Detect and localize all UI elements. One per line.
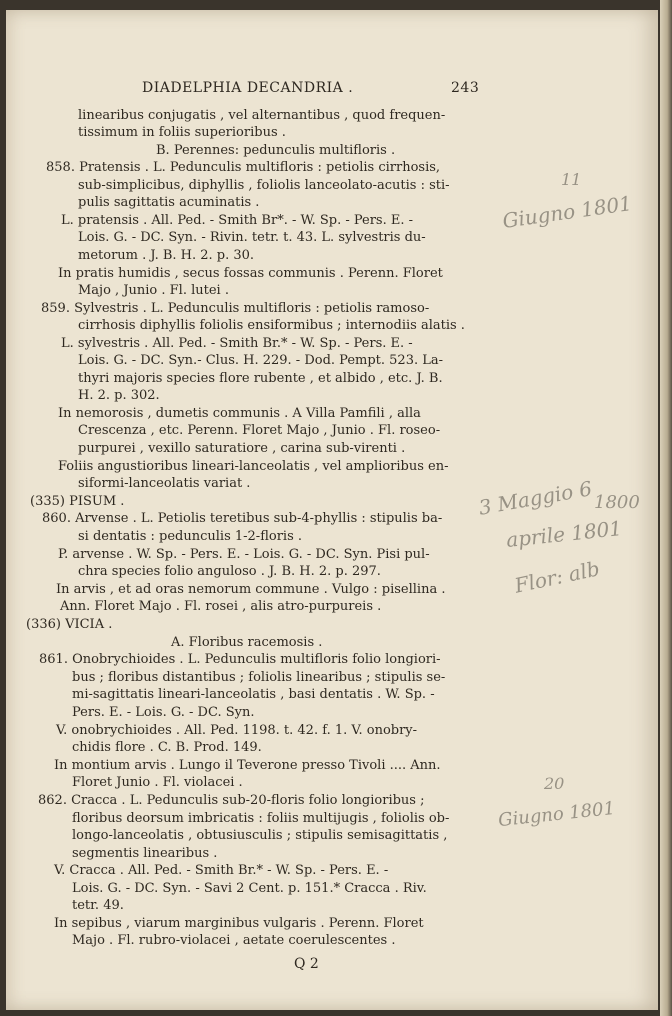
text-line: Majo , Junio . Fl. lutei .	[78, 283, 229, 298]
text-line: In montium arvis . Lungo il Teverone presso Tivoli .... Ann.	[54, 758, 441, 773]
text-line: tissimum in foliis superioribus .	[78, 125, 286, 140]
page-number: 243	[451, 80, 480, 96]
text-line: sub-simplicibus, diphyllis , foliolis lanceolato-acutis : sti-	[78, 178, 450, 193]
text-line: 861. Onobrychioides . L. Pedunculis multifloris folio longiori-	[39, 652, 441, 667]
signature-mark: Q 2	[294, 956, 319, 972]
text-line: In arvis , et ad oras nemorum commune . Vulgo : pisellina .	[56, 582, 446, 597]
text-line: pulis sagittatis acuminatis .	[78, 195, 260, 210]
handwritten-note: aprile 1801	[505, 515, 624, 553]
text-line: 858. Pratensis . L. Pedunculis multifloris : petiolis cirrhosis,	[46, 160, 441, 175]
text-line: longo-lanceolatis , obtusiusculis ; stipulis semisagittatis ,	[72, 828, 448, 843]
text-line: mi-sagittatis lineari-lanceolatis , basi dentatis . W. Sp. -	[72, 687, 435, 702]
handwritten-note: 11	[561, 170, 582, 189]
text-line: Crescenza , etc. Perenn. Floret Majo , Junio . Fl. roseo-	[78, 423, 441, 438]
text-line: linearibus conjugatis , vel alternantibus , quod frequen-	[78, 108, 446, 123]
text-line: floribus deorsum imbricatis : foliis multijugis , foliolis ob-	[72, 811, 450, 826]
text-line: V. onobrychioides . All. Ped. 1198. t. 42. f. 1. V. onobry-	[56, 723, 418, 738]
text-line: Pers. E. - Lois. G. - DC. Syn.	[72, 705, 255, 720]
page-edge	[660, 0, 672, 1016]
handwritten-note: 20	[544, 774, 565, 793]
book-page	[6, 10, 658, 1010]
text-line: P. arvense . W. Sp. - Pers. E. - Lois. G. - DC. Syn. Pisi pul-	[58, 547, 430, 562]
text-line: si dentatis : pedunculis 1-2-floris .	[78, 529, 303, 544]
text-line: 862. Cracca . L. Pedunculis sub-20-floris folio longioribus ;	[38, 793, 425, 808]
text-line: Lois. G. - DC. Syn. - Rivin. tetr. t. 43. L. sylvestris du-	[78, 230, 426, 245]
text-line: A. Floribus racemosis .	[171, 635, 323, 650]
text-line: Foliis angustioribus lineari-lanceolatis , vel amplioribus en-	[58, 459, 449, 474]
text-line: chra species folio anguloso . J. B. H. 2. p. 297.	[78, 564, 381, 579]
text-line: L. pratensis . All. Ped. - Smith Br*. - W. Sp. - Pers. E. -	[61, 213, 414, 228]
handwritten-note: 1800	[594, 492, 640, 513]
text-line: thyri majoris species flore rubente , et albido , etc. J. B.	[78, 371, 443, 386]
text-line: bus ; floribus distantibus ; foliolis linearibus ; stipulis se-	[72, 670, 446, 685]
text-line: Ann. Floret Majo . Fl. rosei , alis atro-purpureis .	[60, 599, 382, 614]
text-line: (336) VICIA .	[26, 617, 113, 632]
text-line: purpurei , vexillo saturatiore , carina sub-virenti .	[78, 441, 406, 456]
text-line: H. 2. p. 302.	[78, 388, 160, 403]
text-line: Lois. G. - DC. Syn. - Savi 2 Cent. p. 151.* Cracca . Riv.	[72, 881, 427, 896]
text-line: Lois. G. - DC. Syn.- Clus. H. 229. - Dod. Pempt. 523. La-	[78, 353, 444, 368]
text-line: siformi-lanceolatis variat .	[78, 476, 251, 491]
text-line: Floret Junio . Fl. violacei .	[72, 775, 243, 790]
text-line: chidis flore . C. B. Prod. 149.	[72, 740, 262, 755]
text-line: Majo . Fl. rubro-violacei , aetate coerulescentes .	[72, 933, 396, 948]
text-line: metorum . J. B. H. 2. p. 30.	[78, 248, 255, 263]
text-line: tetr. 49.	[72, 898, 124, 913]
handwritten-note: 3 Maggio 6	[476, 476, 594, 520]
handwritten-note: Flor: alb	[512, 556, 602, 598]
text-line: 859. Sylvestris . L. Pedunculis multifloris : petiolis ramoso-	[41, 301, 430, 316]
handwritten-note: Giugno 1801	[500, 191, 634, 233]
text-line: In nemorosis , dumetis communis . A Villa Pamfili , alla	[58, 406, 421, 421]
handwritten-note: Giugno 1801	[497, 797, 616, 832]
text-line: L. sylvestris . All. Ped. - Smith Br.* - W. Sp. - Pers. E. -	[61, 336, 413, 351]
text-line: 860. Arvense . L. Petiolis teretibus sub-4-phyllis : stipulis ba-	[42, 511, 443, 526]
text-line: (335) PISUM .	[30, 494, 125, 509]
text-line: V. Cracca . All. Ped. - Smith Br.* - W. Sp. - Pers. E. -	[54, 863, 389, 878]
running-header: DIADELPHIA DECANDRIA .	[142, 80, 354, 96]
text-line: In sepibus , viarum marginibus vulgaris . Perenn. Floret	[54, 916, 424, 931]
text-line: segmentis linearibus .	[72, 846, 218, 861]
text-line: In pratis humidis , secus fossas communis . Perenn. Floret	[58, 266, 443, 281]
text-line: cirrhosis diphyllis foliolis ensiformibus ; internodiis alatis .	[78, 318, 465, 333]
text-line: B. Perennes: pedunculis multifloris .	[156, 143, 396, 158]
